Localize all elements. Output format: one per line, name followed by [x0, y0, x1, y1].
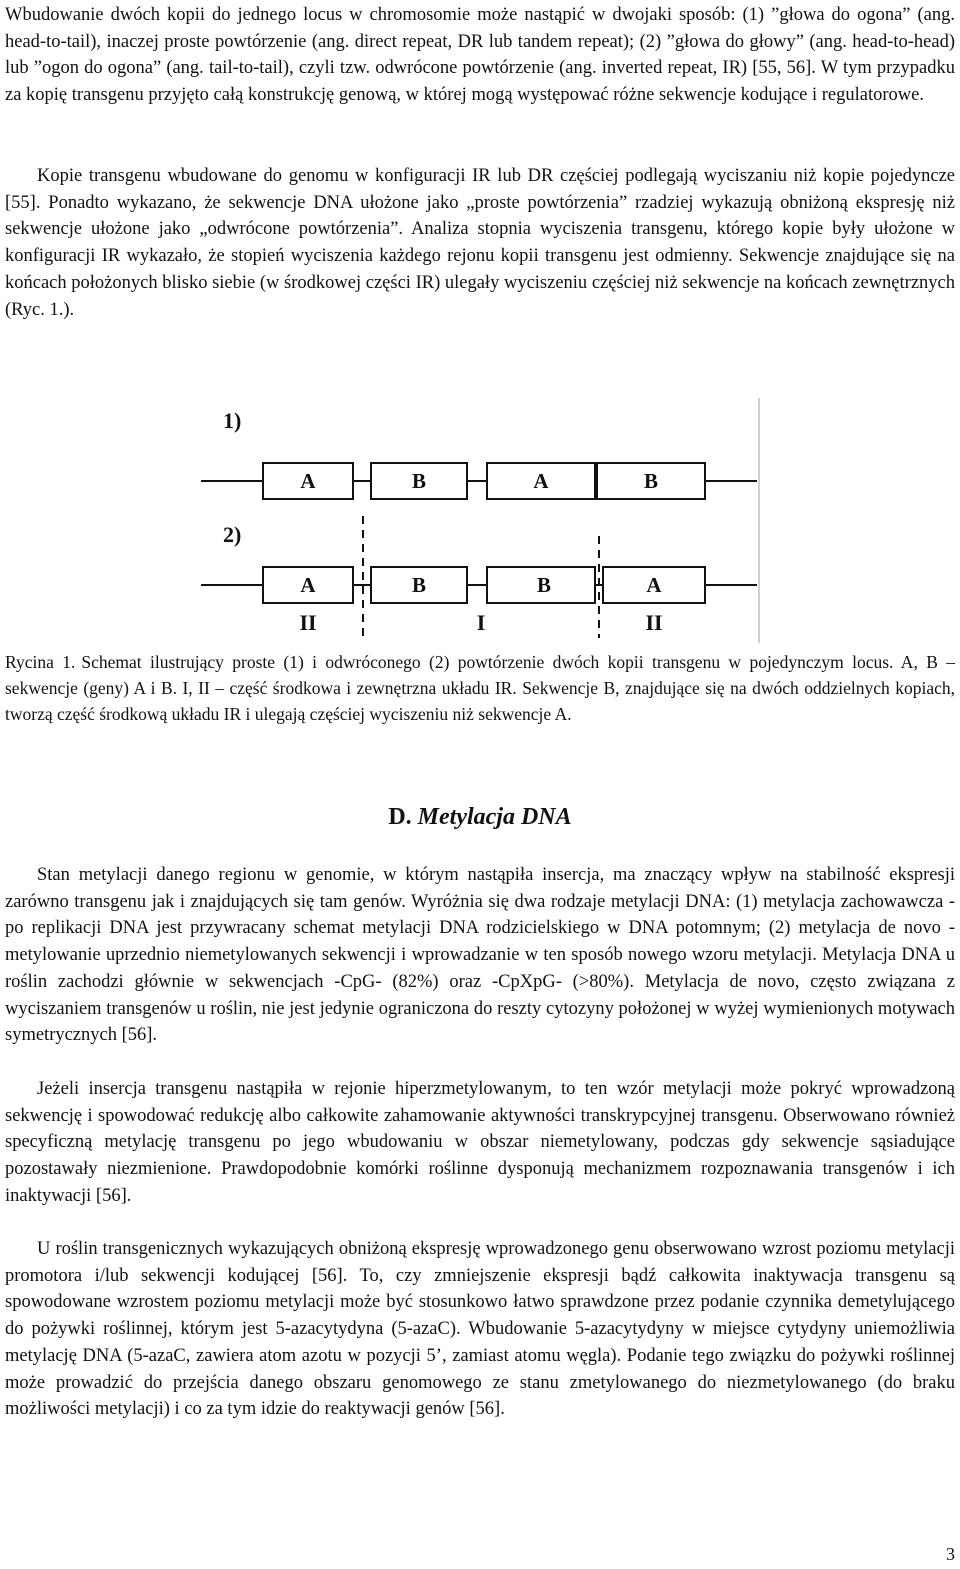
caption-text: Schemat ilustrujący proste (1) i odwróconego (2) powtórzenie dwóch kopii transgenu w pojedynczym locus. A, B – sekwencje (geny) A i B. I, II – część środkowa i zewnętrzna układu IR. Sekwencje B, znajdujące się na dwóch oddzielnych kopiach, tworzą część środkową układu IR i ulegają częściej wyciszeniu niż sekwencje A. [5, 652, 955, 724]
panel2-block-label-1: A [300, 573, 316, 597]
region-label-middle: I [476, 610, 486, 635]
region-label-outer-left: II [299, 610, 317, 635]
panel1-block-label-3: A [533, 469, 549, 493]
panel1-block-label-1: A [300, 469, 316, 493]
panel1-block-label-2: B [411, 469, 427, 493]
region-label-outer-right: II [645, 610, 663, 635]
caption-label: Rycina 1. [5, 652, 76, 672]
paragraph-hypermethylation: Jeżeli insercja transgenu nastąpiła w rejonie hiperzmetylowanym, to ten wzór metylacji może pokryć wprowadzoną sekwencję i spowodować redukcję albo całkowite zahamowanie aktywności transkrypcyjnej transgenu. Obserwowano również specyficzną metylację transgenu po jego wbudowaniu w obszar niemetylowany, podczas gdy sekwencje sąsiadujące pozostawały niezmienione. Prawdopodobnie komórki roślinne dysponują mechanizmem rozpoznawania transgenów i ich inaktywacji [56]. [5, 1079, 955, 1206]
page-number: 3 [946, 1544, 955, 1564]
panel2-block-label-2: B [411, 573, 427, 597]
paragraph-azacytidine: U roślin transgenicznych wykazujących obniżoną ekspresję wprowadzonego genu obserwowano wzrost poziomu metylacji promotora i/lub sekwencji kodującej [56]. To, czy zmniejszenie ekspresji bądź całkowita inaktywacja transgenu są spowodowane wzrostem poziomu metylacji może być stosunkowo łatwo sprawdzone przez podanie czynnika demetylującego do pożywki roślinnej, którym jest 5-azacytydyna (5-azaC). Wbudowanie 5-azacytydyny w miejsce cytydyny uniemożliwia metylację DNA (5-azaC, zawiera atom azotu w pozycji 5’, zamiast atomu węgla). Podanie tego związku do pożywki roślinnej może prowadzić do przejścia danego obszaru genomowego ze stanu zmetylowanego do niezmetylowanego (do braku możliwości metylacji) i co za tym idzie do reaktywacji genów [56]. [5, 1239, 955, 1420]
panel2-block-label-4: A [646, 573, 662, 597]
figure-repeat-schematic [199, 398, 762, 643]
repeat-schematic-svg [199, 398, 762, 643]
panel2-block-label-3: B [536, 573, 552, 597]
panel2-label: 2) [223, 522, 242, 547]
panel1-block-label-4: B [643, 469, 659, 493]
paragraph-silencing: Kopie transgenu wbudowane do genomu w konfiguracji IR lub DR częściej podlegają wyciszaniu niż kopie pojedyncze [55]. Ponadto wykazano, że sekwencje DNA ułożone jako „proste powtórzenia” rzadziej wykazują obniżoną ekspresję niż sekwencje ułożone jako „odwrócone powtórzenia”. Analiza stopnia wyciszenia transgenu, którego kopie były ułożone w konfiguracji IR wykazało, że stopień wyciszenia każdego rejonu kopii transgenu jest odmienny. Sekwencje znajdujące się na końcach położonych blisko siebie (w środkowej części IR) ulegały wyciszeniu częściej niż sekwencje na końcach zewnętrznych (Ryc. 1.). [5, 166, 955, 320]
panel1-label: 1) [223, 408, 242, 433]
section-letter: D. [388, 804, 412, 830]
section-title: Metylacja DNA [417, 804, 572, 830]
section-heading [0, 804, 960, 831]
paragraph-copy-insertion: Wbudowanie dwóch kopii do jednego locus w chromosomie może nastąpić w dwojaki sposób: (1) ”głowa do ogona” (ang. head-to-tail), inaczej proste powtórzenie (ang. direct repeat, DR lub tandem repeat); (2) ”głowa do głowy” (ang. head-to-head) lub ”ogon do ogona” (ang. tail-to-tail), czyli tzw. odwrócone powtórzenie (ang. inverted repeat, IR) [55, 56]. W tym przypadku za kopię transgenu przyjęto całą konstrukcję genową, w której mogą występować różne sekwencje kodujące i regulatorowe. [5, 5, 955, 106]
paragraph-methylation-state: Stan metylacji danego regionu w genomie, w którym nastąpiła insercja, ma znaczący wpływ na stabilność ekspresji zarówno transgenu jak i znajdujących się tam genów. Wyróżnia się dwa rodzaje metylacji DNA: (1) metylacja zachowawcza - po replikacji DNA jest przywracany schemat metylacji DNA rodzicielskiego w DNA potomnym; (2) metylacja de novo - metylowanie uprzednio niemetylowanych sekwencji i wprowadzanie w ten sposób nowego wzoru metylacji. Metylacja DNA u roślin zachodzi głównie w sekwencjach -CpG- (82%) oraz -CpXpG- (>80%). Metylacja de novo, często związana z wyciszaniem transgenów u roślin, nie jest jedynie ograniczona do reszty cytozyny położonej w wyżej wymienionych motywach symetrycznych [56]. [5, 865, 955, 1046]
figure-caption [5, 649, 955, 727]
